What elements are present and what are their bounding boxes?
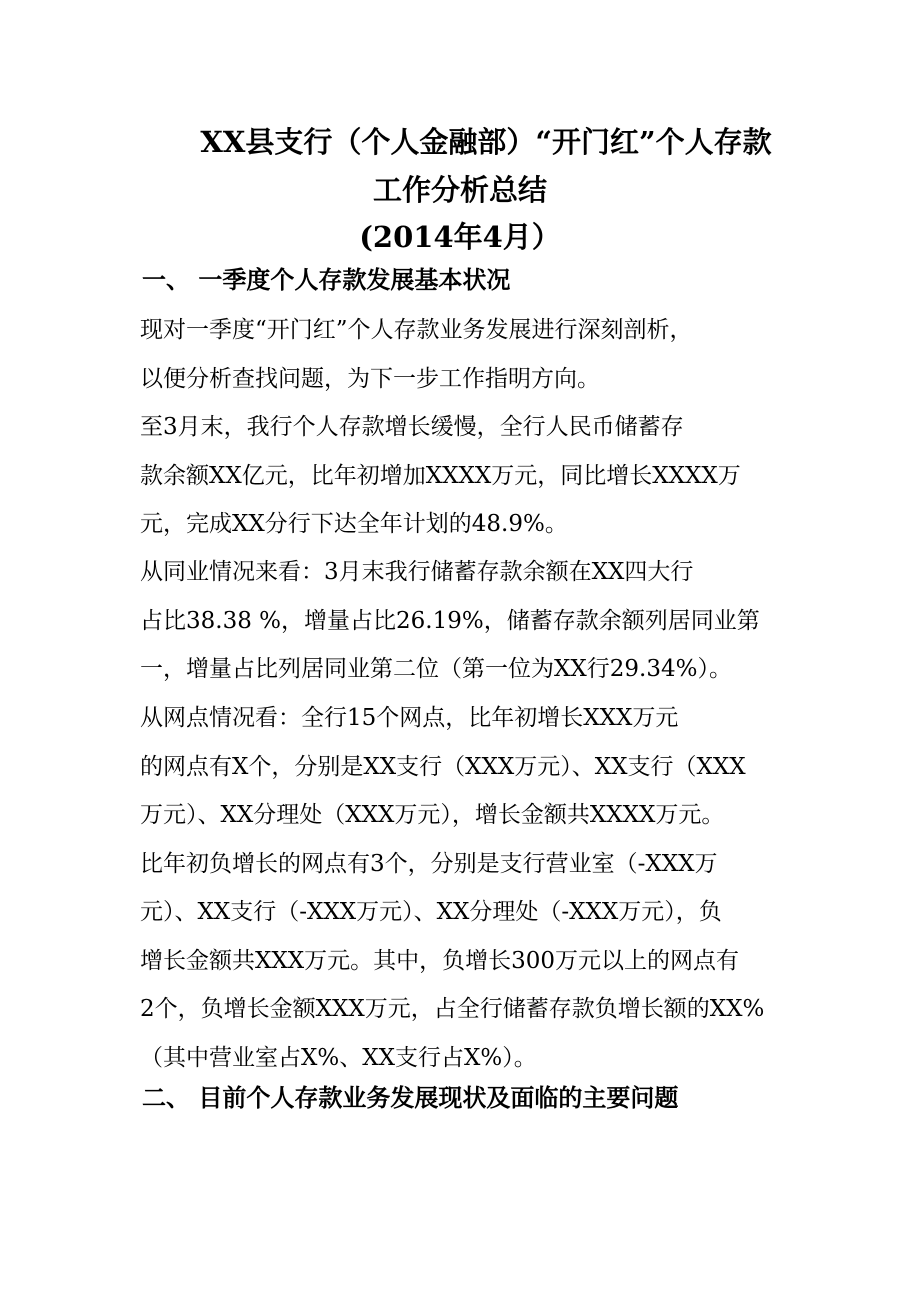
paragraph-branch-analysis: 从网点情况看：全行15个网点，比年初增长XXX万元 的网点有X个，分别是XX支行（XXX万元）、XX支行（XXX 万元）、XX分理处（XXX万元），增长金额共XXXX万元。 比年初负增长的网点有3个，分别是支行营业室（-XXX万 元）、XX支行（-XXX万元）、XX分理处（-XXX万元），负 增长金额共XXX万元。其中，负增长300万元以上的网点有 2个，负增长金额XXX万元，占全行储蓄存款负增长额的XX% （其中营业室占X%、XX支行占X%）。 <box>140 705 765 1071</box>
section-heading-1: 一、 一季度个人存款发展基本状况 <box>142 265 511 294</box>
paragraph-intro: 现对一季度“开门红”个人存款业务发展进行深刻剖析， 以便分析查找问题，为下一步工作指明方向。 <box>140 317 693 392</box>
section-heading-2: 二、 目前个人存款业务发展现状及面临的主要问题 <box>142 1083 679 1112</box>
paragraph-peer-comparison: 从同业情况来看：3月末我行储蓄存款余额在XX四大行 占比38.38 %，增量占比26.19%，储蓄存款余额列居同业第 一，增量占比列居同业第二位（第一位为XX行29.34%）。 <box>140 559 760 682</box>
paragraph-deposit-balance: 至3月末，我行个人存款增长缓慢，全行人民币储蓄存 款余额XX亿元，比年初增加XXXX万元，同比增长XXXX万 元，完成XX分行下达全年计划的48.9%。 <box>140 414 741 537</box>
document-title-line2: 工作分析总结 <box>372 173 547 207</box>
document-date: (2014年4月） <box>359 220 561 254</box>
document-title: XX县支行（个人金融部）“开门红”个人存款 <box>200 125 772 159</box>
